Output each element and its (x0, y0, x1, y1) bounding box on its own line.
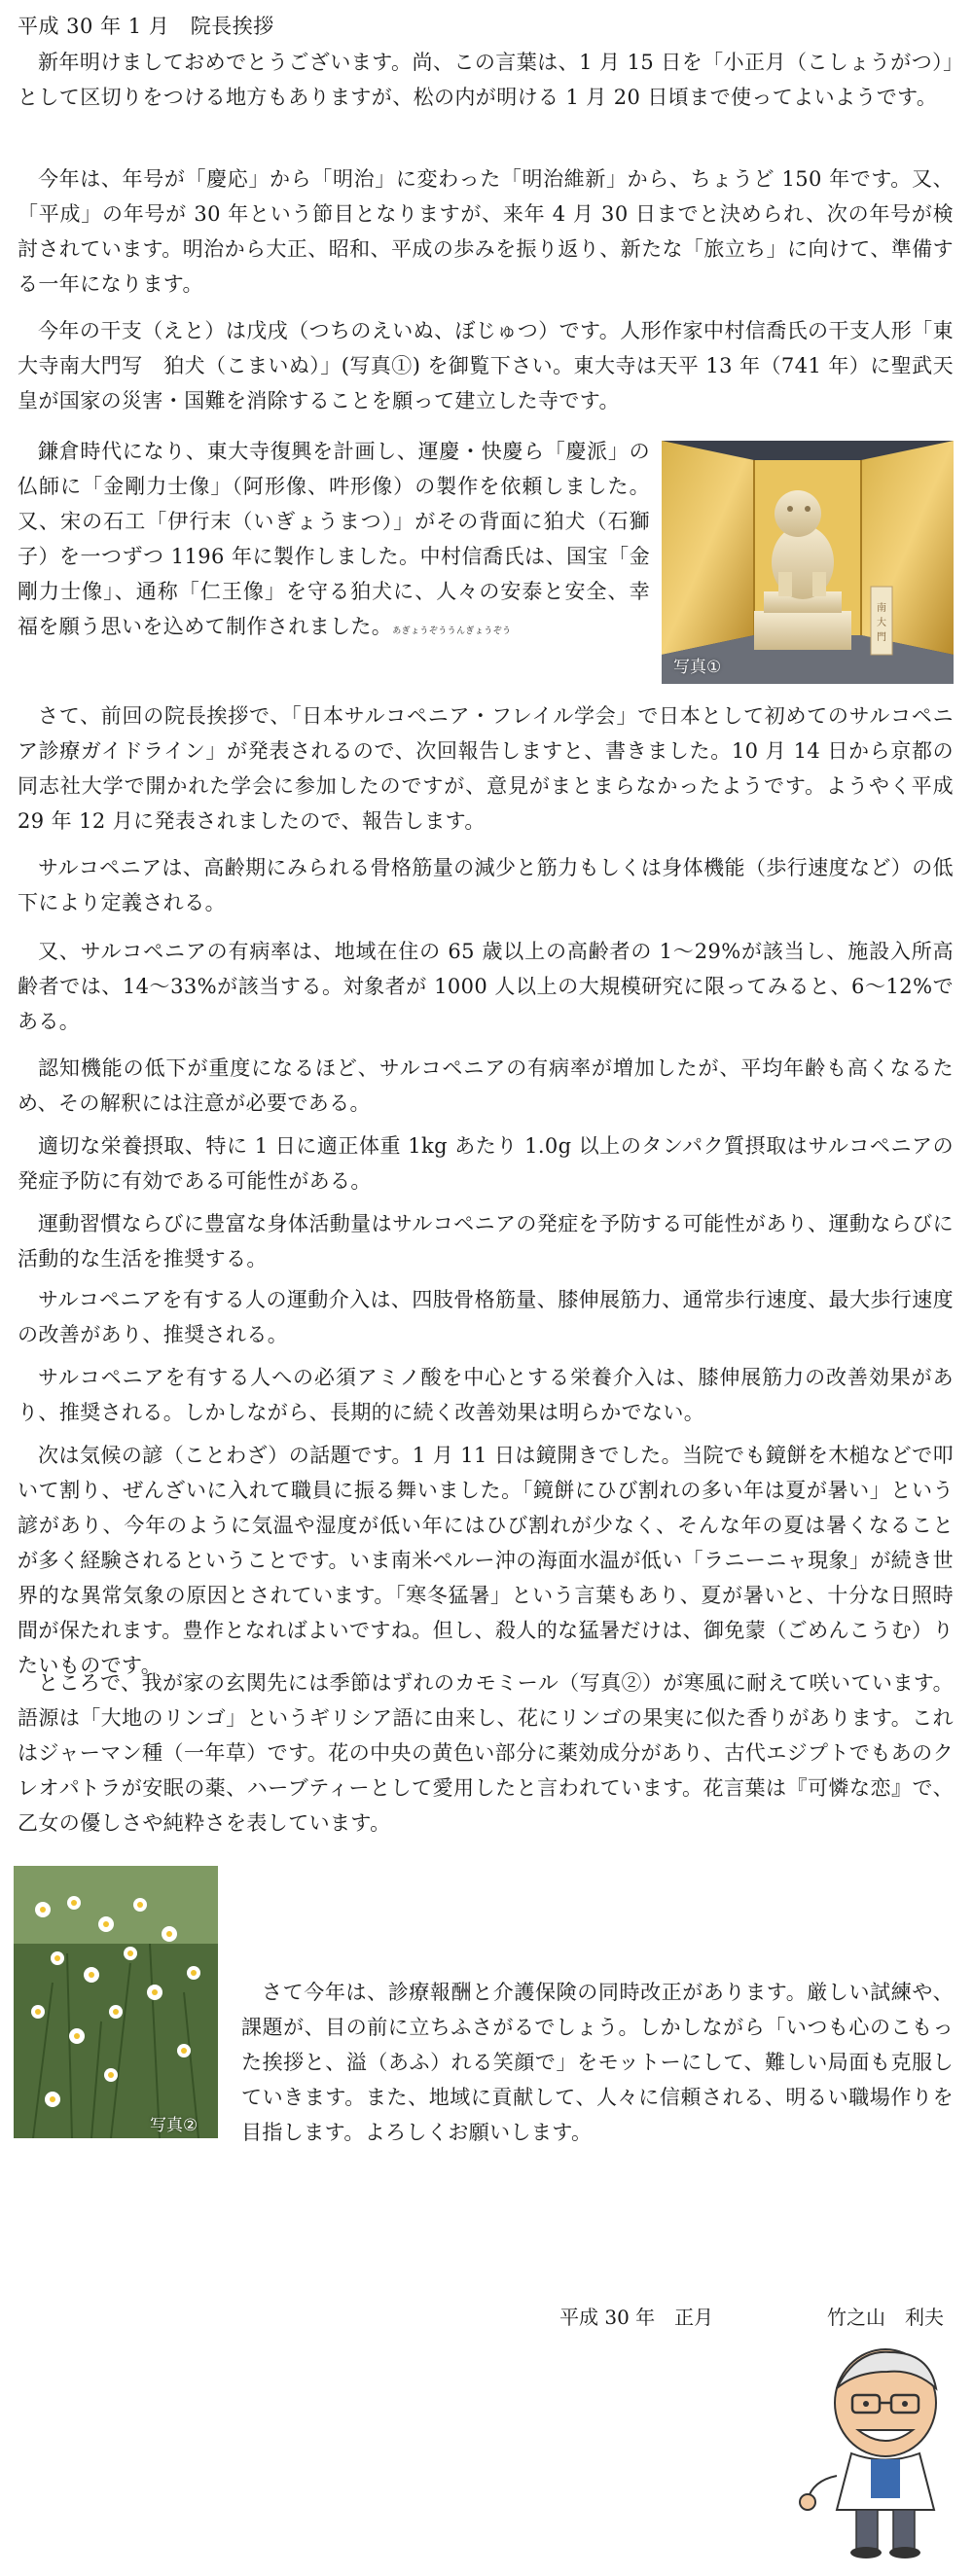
page-title: 平成 30 年 1 月 院長挨拶 (18, 15, 274, 38)
paragraph-cognitive: 認知機能の低下が重度になるほど、サルコペニアの有病率が増加したが、平均年齢も高くなるため、その解釈には注意が必要である。 (18, 1056, 954, 1115)
paragraph-sarcopenia-intro: さて、前回の院長挨拶で、「日本サルコペニア・フレイル学会」で日本として初めてのサルコペニア診療ガイドライン」が発表されるので、次回報告しますと、書きました。10 月 14 日から京都の同志社大学で開かれた学会に参加したのですが、意見がまとまらなかったようです。ようやく平成 29 年 12 月に発表されましたので、報告します。 (18, 704, 954, 833)
svg-text:大: 大 (877, 618, 886, 628)
svg-text:門: 門 (877, 632, 886, 643)
paragraph-nutrition: 適切な栄養摂取、特に 1 日に適正体重 1kg あたり 1.0g 以上のタンパク質摂取はサルコペニアの発症予防に有効である可能性がある。 (18, 1134, 954, 1193)
komainu-illustration (662, 441, 954, 684)
paragraph-kamakura (18, 434, 650, 649)
paragraph-prevalence: 又、サルコペニアの有病率は、地域在住の 65 歳以上の高齢者の 1〜29%が該当し、施設入所高齢者では、14〜33%が該当する。対象者が 1000 人以上の大規模研究に限ってみると、6〜12%である。 (18, 940, 954, 1033)
photo1-caption: 写真① (673, 658, 722, 677)
paragraph-exercise-habit: 運動習慣ならびに豊富な身体活動量はサルコペニアの発症を予防する可能性があり、運動ならびに活動的な生活を推奨する。 (18, 1212, 954, 1270)
photo2-caption: 写真② (150, 2116, 198, 2135)
ruby-agyo: あぎょうぞう (392, 626, 448, 636)
ruby-ungyo: うんぎょうぞう (447, 626, 512, 636)
paragraph-closing: さて今年は、診療報酬と介護保険の同時改正があります。厳しい試練や、課題が、目の前に立ちふさがるでしょう。しかしながら「いつも心のこもった挨拶と、溢（あふ）れる笑顔で」をモットーにして、難しい局面も克服していきます。また、地域に貢献して、人々に信頼される、明るい職場作りを目指します。よろしくお願いします。 (241, 1981, 954, 2144)
signature-date: 平成 30 年 正月 (559, 2306, 714, 2329)
svg-text:南: 南 (877, 603, 886, 614)
photo-chamomile (14, 1866, 218, 2138)
paragraph-chamomile (18, 1665, 954, 1841)
chamomile-text: ところで、我が家の玄関先には季節はずれのカモミール（写真②）が寒風に耐えて咲いています。語源は「大地のリンゴ」というギリシア語に由来し、花にリンゴの果実に似た香りがあります。これはジャーマン種（一年草）です。花の中央の黄色い部分に薬効成分があり、古代エジプトでもあのクレオパトラが安眠の薬、ハーブティーとして愛用したと言われています。花言葉は『可憐な恋』で、乙女の優しさや純粋さを表しています。 (18, 1671, 954, 1835)
paragraph-new-year: 新年明けましておめでとうございます。尚、この言葉は、1 月 15 日を「小正月（こしょうがつ）」として区切りをつける地方もありますが、松の内が明ける 1 月 20 日頃まで使ってよいようです。 (18, 51, 954, 109)
paragraph-kamakura-text: 鎌倉時代になり、東大寺復興を計画し、運慶・快慶ら「慶派」の仏師に「金剛力士像」（阿形像、吽形像）の製作を依頼しました。又、宋の石工「伊行末（いぎょうまつ）」がその背面に狛犬（石獅子）を一つずつ 1196 年に製作しました。中村信喬氏は、国宝「金剛力士像」、通称「仁王像」を守る狛犬に、人々の安泰と安全、幸福を願う思いを込めて制作されました。 (18, 440, 650, 638)
director-avatar (798, 2344, 963, 2563)
paragraph-zodiac: 今年の干支（えと）は戊戌（つちのえいぬ、ぼじゅつ）です。人形作家中村信喬氏の干支人形「東大寺南大門写 狛犬（こまいぬ）」(写真①) を御覧下さい。東大寺は天平 13 年（741 年）に聖武天皇が国家の災害・国難を消除することを願って建立した寺です。 (18, 319, 954, 412)
paragraph-meiji: 今年は、年号が「慶応」から「明治」に変わった「明治維新」から、ちょうど 150 年です。又、「平成」の年号が 30 年という節目となりますが、来年 4 月 30 日までと決められ、次の年号が検討されています。明治から大正、昭和、平成の歩みを振り返り、新たな「旅立ち」に向けて、準備する一年になります。 (18, 167, 954, 296)
director-caricature-icon (798, 2344, 963, 2563)
paragraph-exercise-intervention: サルコペニアを有する人の運動介入は、四肢骨格筋量、膝伸展筋力、通常歩行速度、最大歩行速度の改善があり、推奨される。 (18, 1288, 954, 1346)
paragraph-proverb: 次は気候の諺（ことわざ）の話題です。1 月 11 日は鏡開きでした。当院でも鏡餅を木槌などで叩いて割り、ぜんざいに入れて職員に振る舞いました。「鏡餅にひび割れの多い年は夏が暑い」という諺があり、今年のように気温や湿度が低い年にはひび割れが少なく、そんな年の夏は暑くなることが多く経験されるということです。いま南米ペルー沖の海面水温が低い「ラニーニャ現象」が続き世界的な異常気象の原因とされています。「寒冬猛暑」という言葉もあり、夏が暑いと、十分な日照時間が保たれます。豊作となればよいですね。但し、殺人的な猛暑だけは、御免蒙（ごめんこうむ）りたいものです。 (18, 1444, 954, 1677)
paragraph-sarcopenia-definition: サルコペニアは、高齢期にみられる骨格筋量の減少と筋力もしくは身体機能（歩行速度など）の低下により定義される。 (18, 856, 954, 914)
photo-komainu-doll (662, 441, 954, 684)
chamomile-illustration (14, 1866, 218, 2138)
signature-name: 竹之山 利夫 (827, 2306, 944, 2329)
paragraph-amino-acids: サルコペニアを有する人への必須アミノ酸を中心とする栄養介入は、膝伸展筋力の改善効果があり、推奨される。しかしながら、長期的に続く改善効果は明らかでない。 (18, 1366, 954, 1424)
